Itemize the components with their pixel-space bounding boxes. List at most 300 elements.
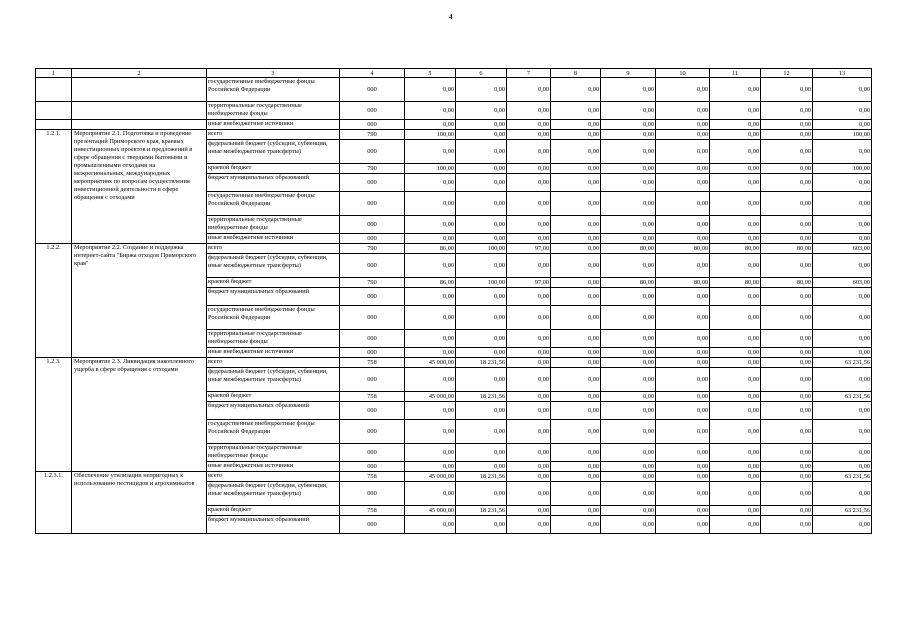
amount-cell: 0,00 — [601, 234, 656, 244]
amount-cell: 0,00 — [710, 506, 761, 516]
amount-cell: 0,00 — [710, 482, 761, 506]
amount-cell: 0,00 — [601, 358, 656, 368]
amount-cell: 0,00 — [456, 234, 507, 244]
amount-cell: 63 231,56 — [813, 392, 872, 402]
amount-cell: 0,00 — [813, 444, 872, 462]
amount-cell: 0,00 — [656, 358, 710, 368]
funding-source: иные внебюджетные источники — [207, 462, 340, 472]
amount-cell: 18 231,56 — [456, 392, 507, 402]
budget-code: 000 — [340, 444, 405, 462]
amount-cell: 0,00 — [551, 288, 601, 306]
amount-cell: 0,00 — [551, 78, 601, 102]
amount-cell: 0,00 — [507, 78, 551, 102]
header-row — [36, 69, 872, 78]
amount-cell: 0,00 — [551, 216, 601, 234]
amount-cell: 0,00 — [507, 348, 551, 358]
amount-cell: 0,00 — [551, 254, 601, 278]
amount-cell: 0,00 — [405, 462, 456, 472]
funding-source: всего — [207, 472, 340, 482]
amount-cell: 0,00 — [405, 368, 456, 392]
amount-cell: 0,00 — [813, 306, 872, 330]
amount-cell: 0,00 — [601, 306, 656, 330]
budget-code: 790 — [340, 244, 405, 254]
amount-cell: 0,00 — [601, 506, 656, 516]
budget-code: 000 — [340, 254, 405, 278]
amount-cell: 0,00 — [456, 368, 507, 392]
budget-code: 000 — [340, 402, 405, 420]
funding-source: государственные внебюджетные фонды Российской Федерации — [207, 192, 340, 216]
amount-cell: 0,00 — [813, 402, 872, 420]
budget-code: 000 — [340, 330, 405, 348]
funding-source: государственные внебюджетные фонды Российской Федерации — [207, 306, 340, 330]
amount-cell: 0,00 — [405, 288, 456, 306]
amount-cell: 86,00 — [405, 278, 456, 288]
amount-cell: 0,00 — [456, 216, 507, 234]
amount-cell: 0,00 — [813, 102, 872, 120]
amount-cell: 0,00 — [710, 140, 761, 164]
amount-cell: 0,00 — [456, 444, 507, 462]
amount-cell: 0,00 — [761, 392, 813, 402]
amount-cell: 0,00 — [456, 462, 507, 472]
amount-cell: 0,00 — [656, 348, 710, 358]
funding-source: бюджет муниципальных образований — [207, 402, 340, 420]
amount-cell: 0,00 — [710, 102, 761, 120]
funding-source: федеральный бюджет (субсидии, субвенции, иные межбюджетные трансферты) — [207, 140, 340, 164]
amount-cell: 0,00 — [761, 516, 813, 534]
amount-cell: 80,00 — [761, 244, 813, 254]
table-row — [36, 472, 872, 482]
budget-code: 000 — [340, 368, 405, 392]
funding-source: территориальные государственные внебюджетные фонды — [207, 330, 340, 348]
funding-source: краевой бюджет — [207, 164, 340, 174]
amount-cell: 0,00 — [551, 234, 601, 244]
amount-cell: 0,00 — [456, 102, 507, 120]
amount-cell: 0,00 — [405, 192, 456, 216]
amount-cell: 45 000,00 — [405, 506, 456, 516]
amount-cell: 0,00 — [656, 120, 710, 130]
table-row — [36, 120, 872, 130]
amount-cell: 0,00 — [656, 444, 710, 462]
amount-cell: 0,00 — [601, 140, 656, 164]
amount-cell: 0,00 — [456, 140, 507, 164]
amount-cell: 0,00 — [456, 254, 507, 278]
amount-cell: 0,00 — [507, 164, 551, 174]
index-cell — [36, 120, 72, 130]
funding-source: бюджет муниципальных образований — [207, 288, 340, 306]
funding-source: всего — [207, 244, 340, 254]
budget-code: 000 — [340, 516, 405, 534]
measure-name: Мероприятие 2.3. Ликвидация накопленного ущерба в сфере обращения с отходами — [72, 358, 207, 472]
amount-cell: 0,00 — [507, 482, 551, 506]
amount-cell: 0,00 — [507, 234, 551, 244]
budget-code: 758 — [340, 472, 405, 482]
funding-source: краевой бюджет — [207, 506, 340, 516]
amount-cell: 0,00 — [710, 254, 761, 278]
amount-cell: 0,00 — [656, 368, 710, 392]
budget-code: 758 — [340, 358, 405, 368]
amount-cell: 0,00 — [813, 516, 872, 534]
funding-source: всего — [207, 358, 340, 368]
amount-cell: 0,00 — [456, 482, 507, 506]
amount-cell: 0,00 — [507, 174, 551, 192]
amount-cell: 0,00 — [507, 358, 551, 368]
amount-cell: 0,00 — [656, 174, 710, 192]
amount-cell: 0,00 — [710, 462, 761, 472]
amount-cell: 0,00 — [601, 130, 656, 140]
amount-cell: 0,00 — [551, 192, 601, 216]
amount-cell: 0,00 — [761, 368, 813, 392]
budget-code: 000 — [340, 482, 405, 506]
amount-cell: 0,00 — [551, 462, 601, 472]
amount-cell: 80,00 — [601, 278, 656, 288]
amount-cell: 0,00 — [405, 444, 456, 462]
column-number: 3 — [207, 69, 340, 78]
funding-source: федеральный бюджет (субсидии, субвенции, иные межбюджетные трансферты) — [207, 254, 340, 278]
amount-cell: 0,00 — [601, 174, 656, 192]
amount-cell: 0,00 — [761, 174, 813, 192]
amount-cell: 45 000,00 — [405, 358, 456, 368]
amount-cell: 0,00 — [507, 288, 551, 306]
amount-cell: 0,00 — [761, 234, 813, 244]
funding-source: государственные внебюджетные фонды Российской Федерации — [207, 78, 340, 102]
funding-source: иные внебюджетные источники — [207, 234, 340, 244]
funding-source: краевой бюджет — [207, 278, 340, 288]
amount-cell: 0,00 — [551, 102, 601, 120]
amount-cell: 0,00 — [405, 402, 456, 420]
amount-cell: 0,00 — [761, 120, 813, 130]
measure-index: 1.2.1. — [36, 130, 72, 244]
amount-cell: 0,00 — [456, 288, 507, 306]
amount-cell: 0,00 — [761, 358, 813, 368]
amount-cell: 0,00 — [456, 130, 507, 140]
amount-cell: 0,00 — [710, 330, 761, 348]
funding-source: федеральный бюджет (субсидии, субвенции, иные межбюджетные трансферты) — [207, 368, 340, 392]
amount-cell: 0,00 — [405, 306, 456, 330]
amount-cell: 18 231,56 — [456, 472, 507, 482]
amount-cell: 0,00 — [710, 348, 761, 358]
amount-cell: 80,00 — [761, 278, 813, 288]
amount-cell: 0,00 — [761, 164, 813, 174]
amount-cell: 0,00 — [551, 420, 601, 444]
column-number: 9 — [601, 69, 656, 78]
column-number: 6 — [456, 69, 507, 78]
measure-name: Мероприятие 2.1. Подготовка и проведение презентаций Приморского края, краевых инвестиционных проектов и предложений в сфере обращения с твердыми бытовыми и промышленными отходами на межрегиональных, международных мероприятиях по вопросам осуществления инвестиционной деятельности в сфере обращения с отходами — [72, 130, 207, 244]
amount-cell: 0,00 — [456, 330, 507, 348]
amount-cell: 0,00 — [551, 482, 601, 506]
amount-cell: 0,00 — [456, 516, 507, 534]
amount-cell: 0,00 — [507, 420, 551, 444]
amount-cell: 0,00 — [405, 140, 456, 164]
measure-name-cell — [72, 120, 207, 130]
amount-cell: 0,00 — [405, 174, 456, 192]
amount-cell: 0,00 — [507, 402, 551, 420]
budget-code: 000 — [340, 174, 405, 192]
amount-cell: 0,00 — [601, 164, 656, 174]
amount-cell: 0,00 — [456, 402, 507, 420]
amount-cell: 0,00 — [761, 254, 813, 278]
amount-cell: 63 231,56 — [813, 472, 872, 482]
amount-cell: 0,00 — [601, 78, 656, 102]
amount-cell: 0,00 — [551, 472, 601, 482]
budget-code: 000 — [340, 102, 405, 120]
funding-source: иные внебюджетные источники — [207, 120, 340, 130]
amount-cell: 80,00 — [710, 278, 761, 288]
amount-cell: 0,00 — [813, 482, 872, 506]
budget-code: 000 — [340, 348, 405, 358]
amount-cell: 0,00 — [405, 330, 456, 348]
budget-code: 758 — [340, 506, 405, 516]
amount-cell: 0,00 — [710, 130, 761, 140]
amount-cell: 0,00 — [551, 306, 601, 330]
table-row — [36, 102, 872, 120]
amount-cell: 0,00 — [405, 234, 456, 244]
amount-cell: 0,00 — [710, 392, 761, 402]
amount-cell: 0,00 — [710, 192, 761, 216]
amount-cell: 0,00 — [710, 516, 761, 534]
amount-cell: 0,00 — [761, 216, 813, 234]
amount-cell: 0,00 — [813, 462, 872, 472]
amount-cell: 0,00 — [813, 348, 872, 358]
amount-cell: 0,00 — [710, 164, 761, 174]
amount-cell: 0,00 — [507, 392, 551, 402]
amount-cell: 0,00 — [761, 402, 813, 420]
amount-cell: 63 231,56 — [813, 358, 872, 368]
amount-cell: 80,00 — [656, 244, 710, 254]
budget-code: 000 — [340, 306, 405, 330]
amount-cell: 100,00 — [405, 164, 456, 174]
amount-cell: 0,00 — [507, 472, 551, 482]
amount-cell: 0,00 — [551, 392, 601, 402]
budget-code: 790 — [340, 164, 405, 174]
funding-source: краевой бюджет — [207, 392, 340, 402]
column-number: 13 — [813, 69, 872, 78]
amount-cell: 0,00 — [601, 462, 656, 472]
amount-cell: 0,00 — [761, 78, 813, 102]
amount-cell: 97,00 — [507, 278, 551, 288]
amount-cell: 0,00 — [507, 330, 551, 348]
amount-cell: 0,00 — [456, 174, 507, 192]
column-number: 2 — [72, 69, 207, 78]
budget-code: 000 — [340, 120, 405, 130]
index-cell — [36, 78, 72, 102]
budget-code: 000 — [340, 462, 405, 472]
amount-cell: 0,00 — [601, 392, 656, 402]
amount-cell: 0,00 — [710, 402, 761, 420]
amount-cell: 0,00 — [551, 244, 601, 254]
measure-index: 1.2.3.1. — [36, 472, 72, 534]
column-number: 11 — [710, 69, 761, 78]
amount-cell: 0,00 — [710, 444, 761, 462]
amount-cell: 0,00 — [551, 330, 601, 348]
table-row — [36, 244, 872, 254]
amount-cell: 0,00 — [710, 78, 761, 102]
amount-cell: 0,00 — [551, 164, 601, 174]
measure-name: Мероприятие 2.2. Создание и поддержка интернет-сайта "Биржа отходов Приморского края" — [72, 244, 207, 358]
column-number: 4 — [340, 69, 405, 78]
amount-cell: 0,00 — [656, 482, 710, 506]
amount-cell: 0,00 — [456, 78, 507, 102]
amount-cell: 0,00 — [456, 120, 507, 130]
amount-cell: 0,00 — [656, 216, 710, 234]
budget-code: 758 — [340, 392, 405, 402]
amount-cell: 0,00 — [656, 306, 710, 330]
amount-cell: 0,00 — [551, 278, 601, 288]
amount-cell: 0,00 — [405, 254, 456, 278]
amount-cell: 0,00 — [656, 392, 710, 402]
funding-source: территориальные государственные внебюджетные фонды — [207, 102, 340, 120]
amount-cell: 0,00 — [507, 516, 551, 534]
amount-cell: 0,00 — [710, 234, 761, 244]
funding-source: бюджет муниципальных образований — [207, 174, 340, 192]
amount-cell: 0,00 — [551, 444, 601, 462]
amount-cell: 0,00 — [456, 164, 507, 174]
amount-cell: 603,00 — [813, 244, 872, 254]
amount-cell: 0,00 — [551, 174, 601, 192]
funding-source: бюджет муниципальных образований — [207, 516, 340, 534]
amount-cell: 0,00 — [656, 140, 710, 164]
amount-cell: 0,00 — [813, 174, 872, 192]
amount-cell: 0,00 — [710, 120, 761, 130]
budget-code: 000 — [340, 216, 405, 234]
amount-cell: 100,00 — [813, 164, 872, 174]
funding-source: всего — [207, 130, 340, 140]
amount-cell: 63 231,56 — [813, 506, 872, 516]
amount-cell: 0,00 — [507, 462, 551, 472]
amount-cell: 0,00 — [813, 330, 872, 348]
measure-name-cell — [72, 78, 207, 102]
amount-cell: 0,00 — [405, 516, 456, 534]
amount-cell: 0,00 — [456, 348, 507, 358]
amount-cell: 0,00 — [656, 420, 710, 444]
amount-cell: 0,00 — [507, 140, 551, 164]
amount-cell: 0,00 — [710, 216, 761, 234]
budget-code: 790 — [340, 130, 405, 140]
column-number: 5 — [405, 69, 456, 78]
amount-cell: 97,00 — [507, 244, 551, 254]
amount-cell: 0,00 — [507, 102, 551, 120]
amount-cell: 0,00 — [656, 402, 710, 420]
amount-cell: 0,00 — [761, 472, 813, 482]
amount-cell: 0,00 — [761, 140, 813, 164]
amount-cell: 0,00 — [761, 130, 813, 140]
amount-cell: 0,00 — [761, 462, 813, 472]
amount-cell: 0,00 — [710, 420, 761, 444]
amount-cell: 0,00 — [656, 472, 710, 482]
amount-cell: 0,00 — [710, 174, 761, 192]
column-number: 8 — [551, 69, 601, 78]
funding-source: федеральный бюджет (субсидии, субвенции, иные межбюджетные трансферты) — [207, 482, 340, 506]
amount-cell: 0,00 — [601, 288, 656, 306]
page-number: 4 — [449, 13, 453, 21]
amount-cell: 0,00 — [710, 288, 761, 306]
amount-cell: 0,00 — [656, 330, 710, 348]
amount-cell: 0,00 — [507, 120, 551, 130]
amount-cell: 0,00 — [813, 368, 872, 392]
table-row — [36, 130, 872, 140]
amount-cell: 0,00 — [601, 348, 656, 358]
amount-cell: 0,00 — [601, 102, 656, 120]
amount-cell: 0,00 — [551, 516, 601, 534]
amount-cell: 0,00 — [551, 368, 601, 392]
amount-cell: 18 231,56 — [456, 358, 507, 368]
amount-cell: 0,00 — [813, 192, 872, 216]
budget-code: 000 — [340, 78, 405, 102]
measure-index: 1.2.2. — [36, 244, 72, 358]
amount-cell: 0,00 — [710, 358, 761, 368]
amount-cell: 0,00 — [601, 368, 656, 392]
measure-index: 1.2.3. — [36, 358, 72, 472]
amount-cell: 0,00 — [813, 216, 872, 234]
amount-cell: 100,00 — [456, 278, 507, 288]
budget-code: 790 — [340, 278, 405, 288]
amount-cell: 0,00 — [761, 444, 813, 462]
amount-cell: 0,00 — [813, 234, 872, 244]
amount-cell: 0,00 — [507, 192, 551, 216]
amount-cell: 0,00 — [761, 420, 813, 444]
amount-cell: 80,00 — [656, 278, 710, 288]
amount-cell: 100,00 — [405, 130, 456, 140]
budget-table — [35, 68, 872, 534]
amount-cell: 0,00 — [761, 102, 813, 120]
amount-cell: 0,00 — [601, 330, 656, 348]
amount-cell: 0,00 — [601, 192, 656, 216]
budget-code: 000 — [340, 420, 405, 444]
amount-cell: 18 231,56 — [456, 506, 507, 516]
amount-cell: 0,00 — [710, 472, 761, 482]
amount-cell: 0,00 — [761, 348, 813, 358]
amount-cell: 0,00 — [405, 102, 456, 120]
amount-cell: 0,00 — [507, 306, 551, 330]
amount-cell: 0,00 — [405, 482, 456, 506]
amount-cell: 45 000,00 — [405, 472, 456, 482]
amount-cell: 0,00 — [507, 130, 551, 140]
amount-cell: 80,00 — [601, 244, 656, 254]
amount-cell: 80,00 — [710, 244, 761, 254]
amount-cell: 0,00 — [551, 120, 601, 130]
index-cell — [36, 102, 72, 120]
amount-cell: 0,00 — [507, 506, 551, 516]
amount-cell: 0,00 — [710, 306, 761, 330]
amount-cell: 0,00 — [761, 330, 813, 348]
amount-cell: 0,00 — [656, 462, 710, 472]
amount-cell: 0,00 — [405, 348, 456, 358]
amount-cell: 0,00 — [601, 444, 656, 462]
amount-cell: 0,00 — [761, 288, 813, 306]
amount-cell: 0,00 — [405, 78, 456, 102]
amount-cell: 0,00 — [656, 78, 710, 102]
amount-cell: 0,00 — [601, 402, 656, 420]
amount-cell: 0,00 — [507, 216, 551, 234]
budget-code: 000 — [340, 140, 405, 164]
funding-source: территориальные государственные внебюджетные фонды — [207, 216, 340, 234]
amount-cell: 0,00 — [813, 288, 872, 306]
amount-cell: 603,00 — [813, 278, 872, 288]
amount-cell: 0,00 — [507, 254, 551, 278]
column-number: 1 — [36, 69, 72, 78]
table-row — [36, 358, 872, 368]
funding-source: государственные внебюджетные фонды Российской Федерации — [207, 420, 340, 444]
amount-cell: 0,00 — [656, 288, 710, 306]
table-row — [36, 78, 872, 102]
amount-cell: 0,00 — [813, 78, 872, 102]
amount-cell: 0,00 — [456, 306, 507, 330]
amount-cell: 0,00 — [656, 254, 710, 278]
funding-source: иные внебюджетные источники — [207, 348, 340, 358]
amount-cell: 0,00 — [761, 482, 813, 506]
amount-cell: 0,00 — [656, 192, 710, 216]
amount-cell: 100,00 — [456, 244, 507, 254]
budget-code: 000 — [340, 288, 405, 306]
